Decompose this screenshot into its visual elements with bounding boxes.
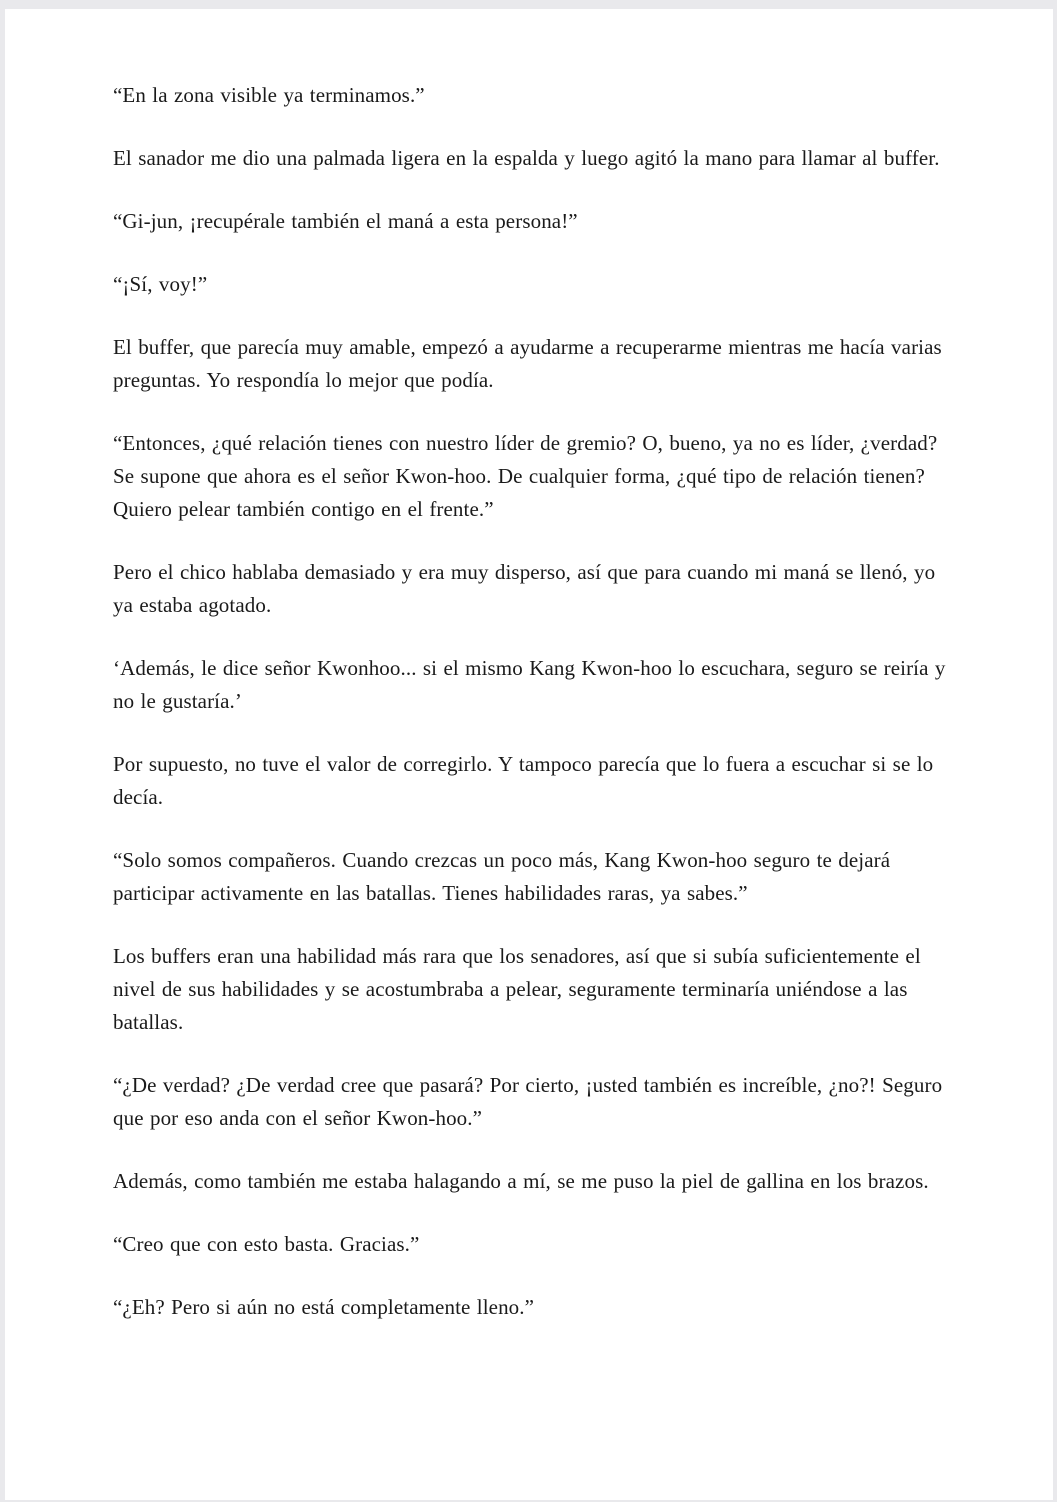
text-content [5, 9, 1053, 1324]
paragraph: “Solo somos compañeros. Cuando crezcas un poco más, Kang Kwon-hoo seguro te dejará participar activamente en las batallas. Tienes habilidades raras, ya sabes.” [113, 848, 891, 905]
paragraph: Por supuesto, no tuve el valor de corregirlo. Y tampoco parecía que lo fuera a escuchar si se lo decía. [113, 752, 934, 809]
document-page [5, 9, 1053, 1500]
paragraph: “¿De verdad? ¿De verdad cree que pasará? Por cierto, ¡usted también es increíble, ¿no?! Seguro que por eso anda con el señor Kwon-hoo.” [113, 1073, 943, 1130]
paragraph: “Entonces, ¿qué relación tienes con nuestro líder de gremio? O, bueno, ya no es líder, ¿verdad? Se supone que ahora es el señor Kwon-hoo. De cualquier forma, ¿qué tipo de relación tienen? Quiero pelear también contigo en el frente.” [113, 431, 938, 521]
paragraph: “Creo que con esto basta. Gracias.” [113, 1232, 420, 1256]
paragraph: El sanador me dio una palmada ligera en la espalda y luego agitó la mano para llamar al buffer. [113, 146, 940, 170]
paragraph: ‘Además, le dice señor Kwonhoo... si el mismo Kang Kwon-hoo lo escuchara, seguro se reiría y no le gustaría.’ [113, 656, 946, 713]
paragraph: “Gi-jun, ¡recupérale también el maná a esta persona!” [113, 209, 578, 233]
paragraph: Los buffers eran una habilidad más rara que los senadores, así que si subía suficientemente el nivel de sus habilidades y se acostumbraba a pelear, seguramente terminaría uniéndose a las batallas. [113, 944, 921, 1034]
paragraph: Pero el chico hablaba demasiado y era muy disperso, así que para cuando mi maná se llenó, yo ya estaba agotado. [113, 560, 936, 617]
paragraph: El buffer, que parecía muy amable, empezó a ayudarme a recuperarme mientras me hacía varias preguntas. Yo respondía lo mejor que podía. [113, 335, 942, 392]
paragraph: “¿Eh? Pero si aún no está completamente lleno.” [113, 1295, 535, 1319]
paragraph: “En la zona visible ya terminamos.” [113, 83, 425, 107]
paragraph: Además, como también me estaba halagando a mí, se me puso la piel de gallina en los brazos. [113, 1169, 929, 1193]
paragraph: “¡Sí, voy!” [113, 272, 208, 296]
